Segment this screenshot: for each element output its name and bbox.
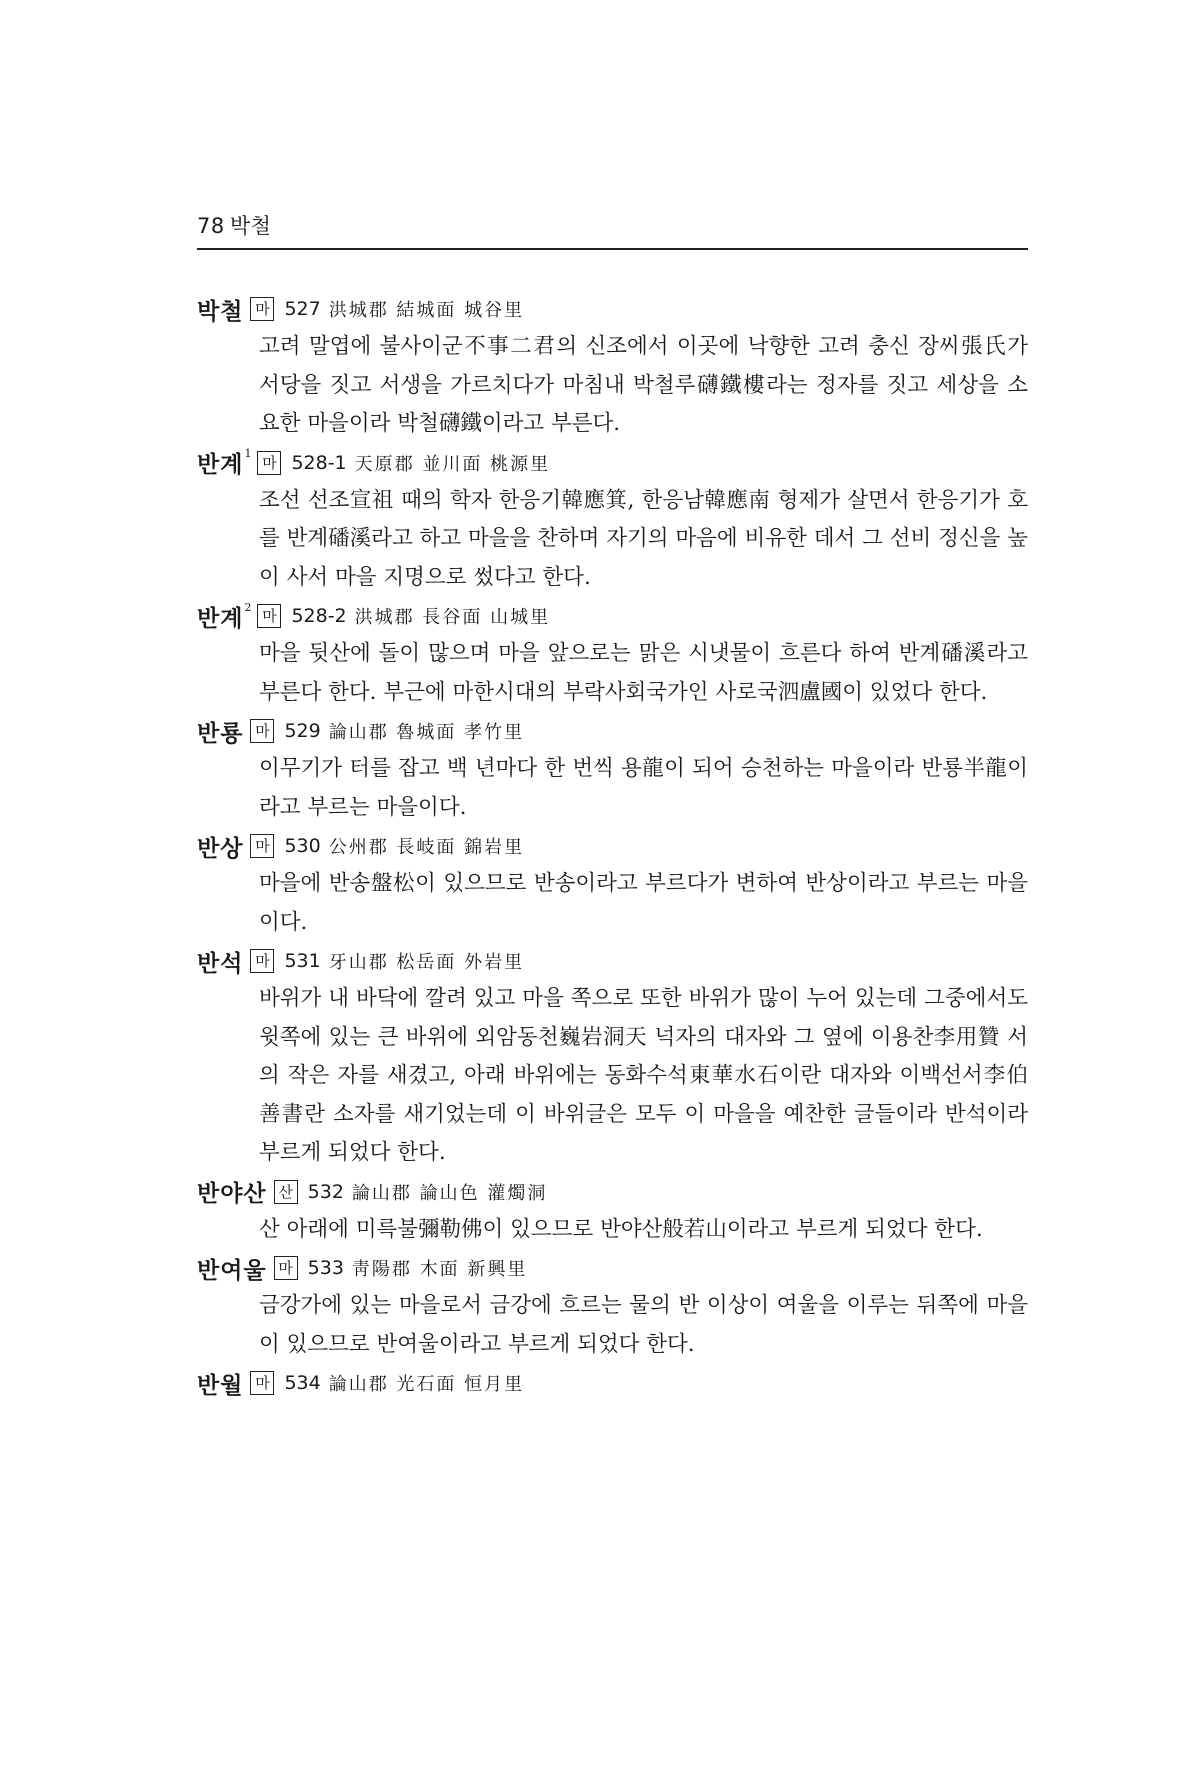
entry-heading (197, 712, 1028, 750)
entry-location: 天原郡 並川面 桃源里 (354, 453, 551, 475)
entry-heading (197, 1173, 1028, 1211)
entry (197, 1364, 1028, 1402)
entry (197, 1249, 1028, 1364)
entry-code: 527 (284, 298, 321, 320)
entry-location: 靑陽郡 木面 新興里 (351, 1259, 528, 1280)
entry-name: 반룡 (197, 719, 244, 747)
entry-name: 반상 (197, 834, 244, 862)
entry-description: 금강가에 있는 마을로서 금강에 흐르는 물의 반 이상이 여울을 이루는 뒤쪽에 마을이 있으므로 반여울이라고 부르게 되었다 한다. (259, 1293, 1028, 1357)
entry-superscript: 2 (244, 600, 252, 614)
entry-description: 마을 뒷산에 돌이 많으며 마을 앞으로는 맑은 시냇물이 흐른다 하여 반계磻溪라고 부른다 한다. 부근에 마한시대의 부락사회국가인 사로국泗盧國이 있었다 한다. (259, 641, 1028, 705)
entry (197, 290, 1028, 444)
entry-code: 530 (284, 835, 321, 857)
entry-name: 박철 (197, 297, 244, 325)
entry-code: 528-1 (291, 451, 347, 474)
entry-location: 牙山郡 松岳面 外岩里 (328, 952, 525, 973)
entry-name: 반야산 (197, 1180, 267, 1207)
entry-code: 533 (307, 1257, 344, 1279)
entry-name: 반석 (197, 949, 244, 977)
dictionary-entries (197, 290, 1028, 1402)
entry (197, 444, 1028, 598)
entry (197, 1173, 1028, 1250)
entry-code: 529 (284, 720, 321, 742)
entry-location: 論山郡 光石面 恒月里 (328, 1374, 525, 1395)
entry-heading (197, 444, 1028, 482)
entry-name: 반월 (197, 1371, 244, 1399)
entry-description: 마을에 반송盤松이 있으므로 반송이라고 부르다가 변하여 반상이라고 부르는 마을이다. (259, 871, 1028, 935)
entry-code: 528-2 (291, 605, 347, 627)
category-badge: 마 (257, 451, 281, 475)
entry-location: 公州郡 長岐面 錦岩里 (328, 837, 525, 858)
entry-description: 바위가 내 바닥에 깔려 있고 마을 쪽으로 또한 바위가 많이 누어 있는데 그중에서도 윗쪽에 있는 큰 바위에 외암동천巍岩洞天 넉자의 대자와 그 옆에 이용찬李用贊 서의 작은 자를 새겼고, 아래 바위에는 동화수석東華水石이란 대자와 이백선서李伯善書란 소자를 새기었는데 이 바위글은 모두 이 마을을 예찬한 글들이라 반석이라 부르게 되었다 한다. (259, 986, 1028, 1165)
category-badge: 마 (250, 949, 274, 973)
running-title: 박철 (229, 214, 272, 238)
entry-superscript: 1 (244, 447, 252, 460)
category-badge: 마 (250, 297, 274, 321)
entry-code: 534 (284, 1372, 321, 1394)
entry-location: 論山郡 論山色 灌燭洞 (351, 1182, 548, 1204)
category-badge: 마 (250, 1371, 274, 1395)
entry-description: 조선 선조宣祖 때의 학자 한응기韓應箕, 한응남韓應南 형제가 살면서 한응기가 호를 반계磻溪라고 하고 마을을 찬하며 자기의 마음에 비유한 데서 그 선비 정신을 높이 사서 마을 지명으로 썼다고 한다. (259, 487, 1028, 590)
page-number: 78 (197, 214, 225, 238)
entry-heading (197, 1364, 1028, 1402)
entry (197, 712, 1028, 827)
entry-heading (197, 597, 1028, 635)
page-header (197, 210, 1028, 250)
entry-location: 洪城郡 結城面 城谷里 (328, 300, 525, 321)
entry-name: 반계 (197, 604, 244, 632)
entry-description: 고려 말엽에 불사이군不事二君의 신조에서 이곳에 낙향한 고려 충신 장씨張氏가 서당을 짓고 서생을 가르치다가 마침내 박철루礴鐵樓라는 정자를 짓고 세상을 소요한 마을이라 박철礴鐵이라고 부른다. (259, 334, 1028, 436)
entry-heading (197, 290, 1028, 328)
entry-heading (197, 827, 1028, 865)
entry-location: 論山郡 魯城面 孝竹里 (328, 722, 525, 743)
category-badge: 산 (274, 1180, 298, 1204)
entry-code: 532 (307, 1180, 344, 1203)
entry-name: 반계 (197, 451, 244, 478)
entry (197, 597, 1028, 712)
entry-name: 반여울 (197, 1256, 267, 1284)
category-badge: 마 (250, 719, 274, 743)
entry (197, 827, 1028, 942)
category-badge: 마 (274, 1256, 298, 1280)
category-badge: 마 (257, 604, 281, 628)
entry-description: 이무기가 터를 잡고 백 년마다 한 번씩 용龍이 되어 승천하는 마을이라 반룡半龍이라고 부르는 마을이다. (259, 756, 1028, 820)
entry-description: 산 아래에 미륵불彌勒佛이 있으므로 반야산般若山이라고 부르게 되었다 한다. (259, 1216, 983, 1242)
entry (197, 942, 1028, 1173)
entry-code: 531 (284, 950, 321, 972)
entry-location: 洪城郡 長谷面 山城里 (354, 607, 551, 628)
entry-heading (197, 942, 1028, 980)
category-badge: 마 (250, 834, 274, 858)
entry-heading (197, 1249, 1028, 1287)
